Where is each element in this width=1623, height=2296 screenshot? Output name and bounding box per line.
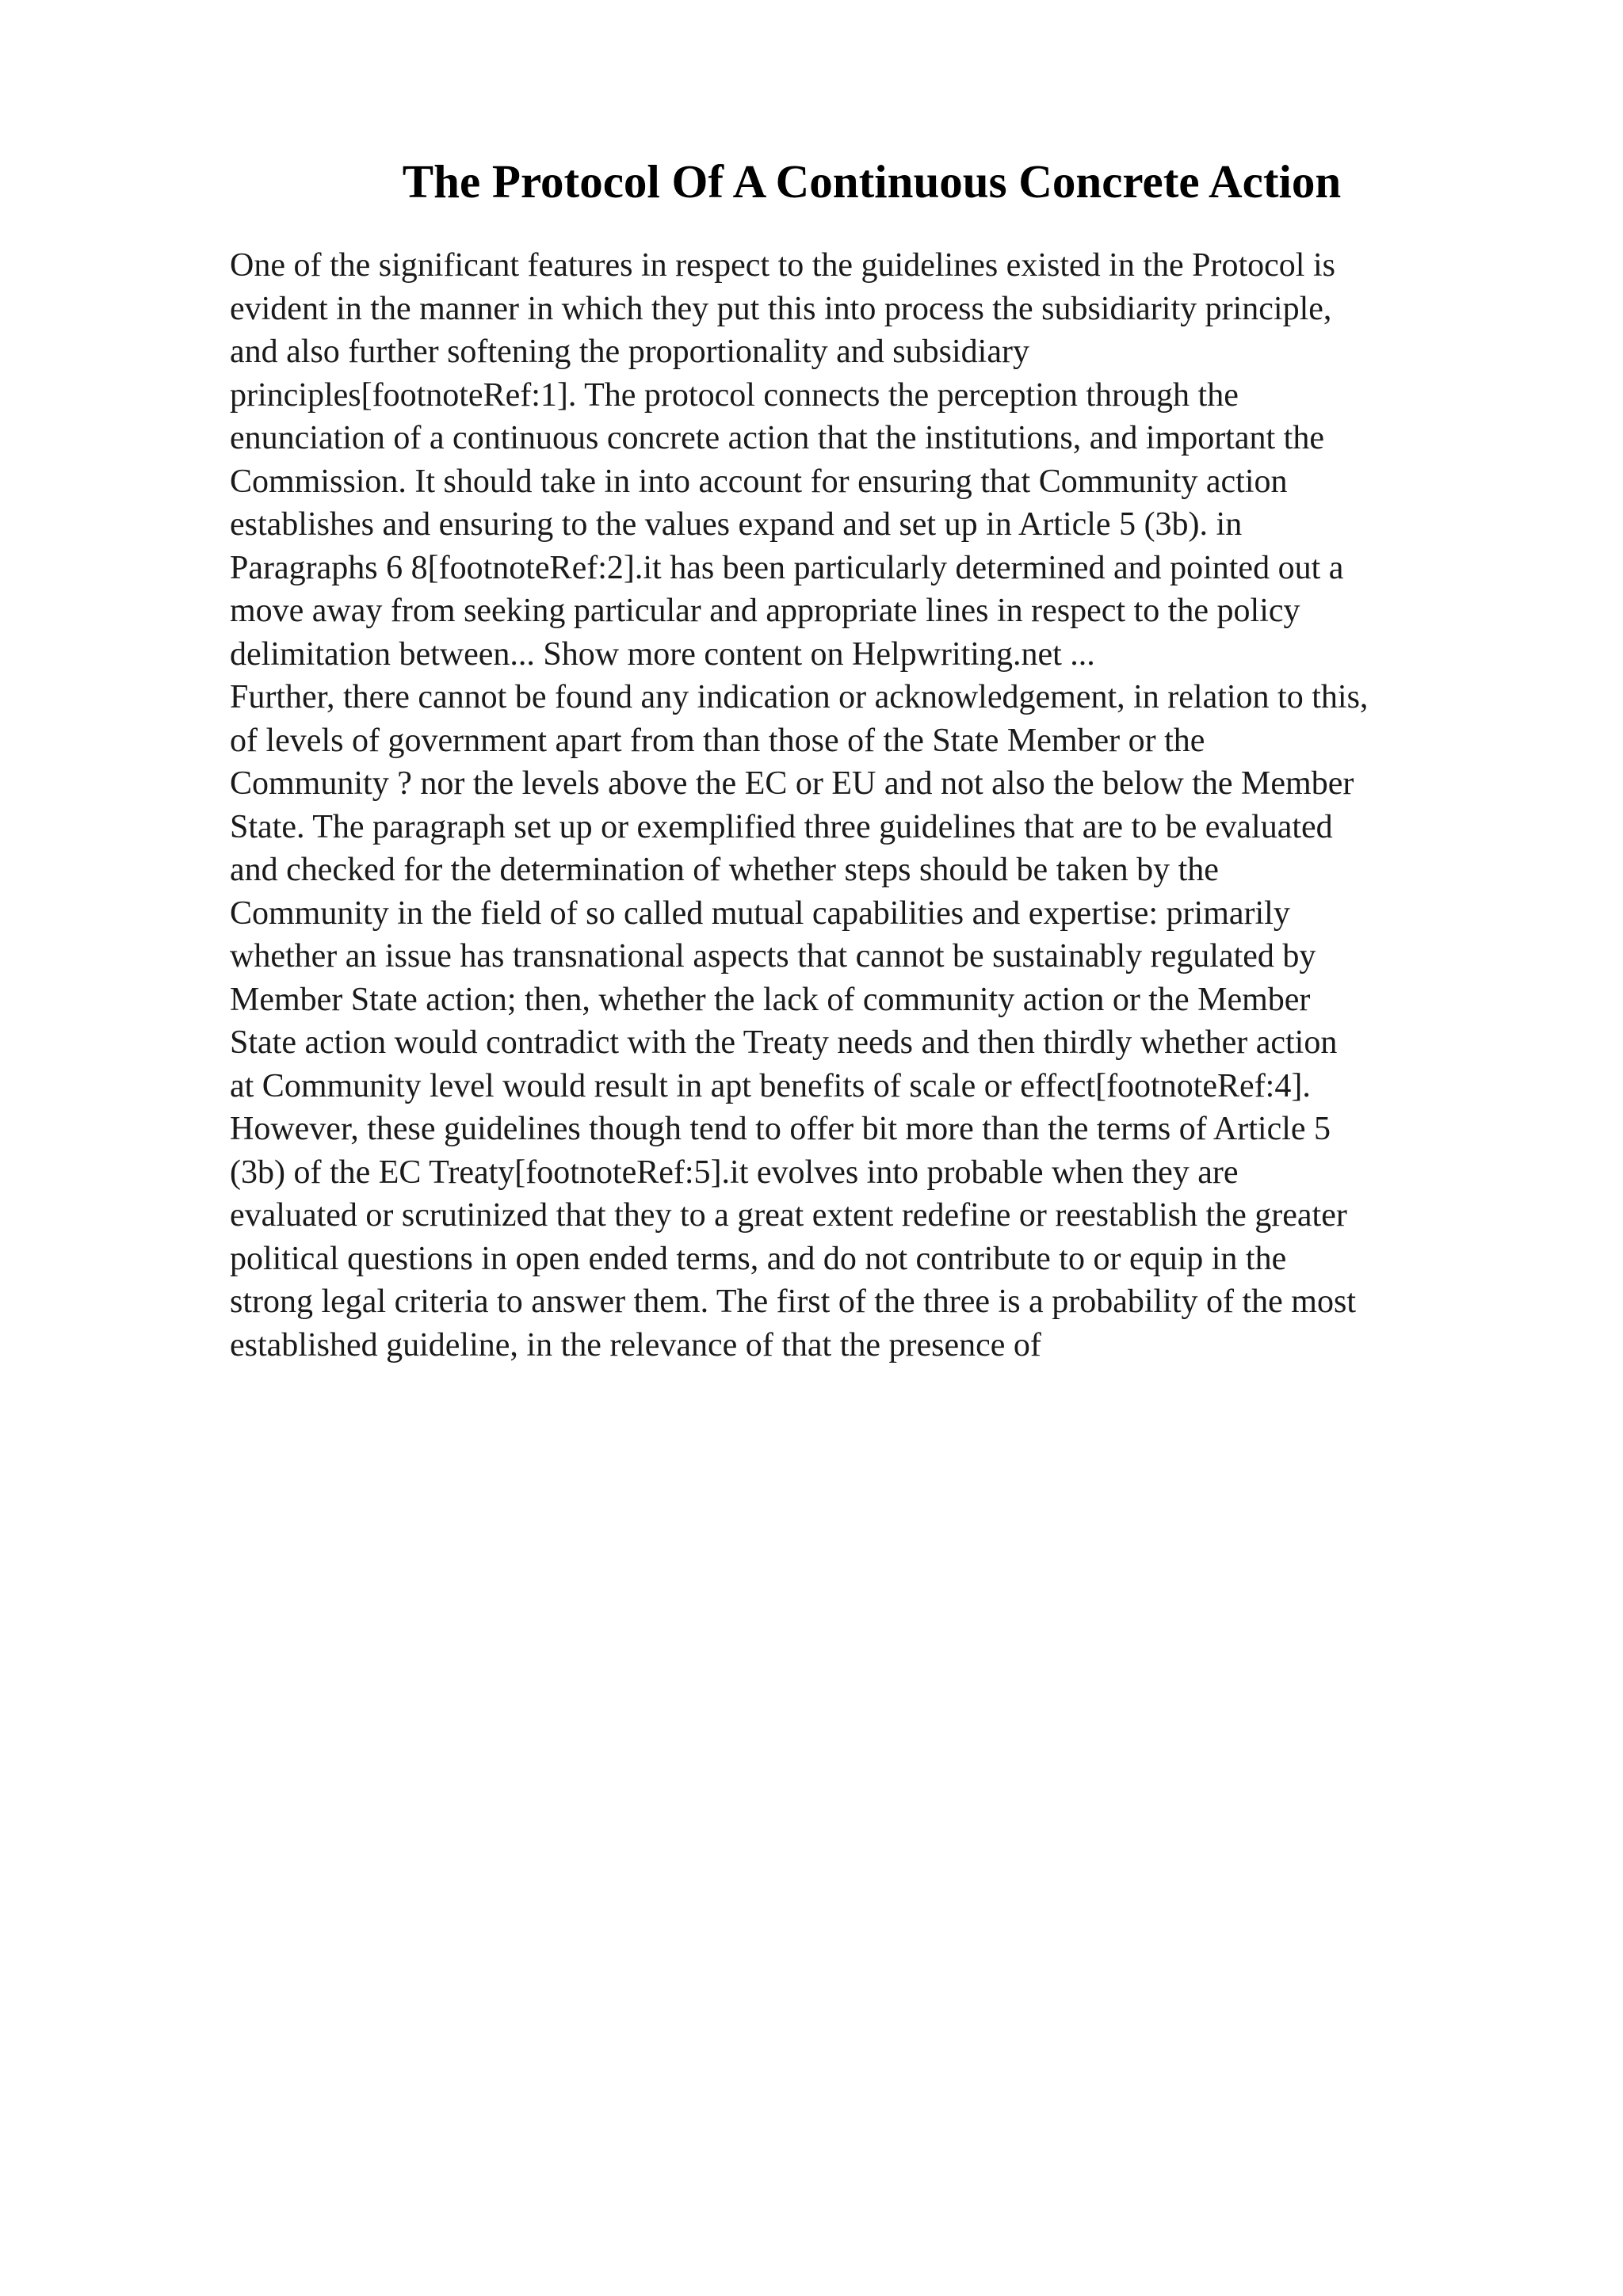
body-line: establishes and ensuring to the values expand and set up in Article 5 (3b). in — [230, 506, 1243, 543]
body-line: Community in the field of so called mutual capabilities and expertise: primarily — [230, 894, 1290, 932]
body-line: State. The paragraph set up or exemplified three guidelines that are to be evaluated — [230, 808, 1333, 845]
body-line: whether an issue has transnational aspects that cannot be sustainably regulated by — [230, 938, 1316, 974]
body-line: Further, there cannot be found any indication or acknowledgement, in relation to this, — [230, 679, 1369, 715]
body-line: evident in the manner in which they put this into process the subsidiarity principle, — [230, 290, 1332, 327]
body-line: established guideline, in the relevance of that the presence of — [230, 1326, 1041, 1363]
body-line: at Community level would result in apt benefits of scale or effect[footnoteRef:4]. — [230, 1067, 1311, 1104]
body-line: move away from seeking particular and appropriate lines in respect to the policy — [230, 593, 1300, 629]
body-line: Commission. It should take in into account for ensuring that Community action — [230, 463, 1288, 500]
body-line: principles[footnoteRef:1]. The protocol connects the perception through the — [230, 376, 1239, 414]
body-line: One of the significant features in respect to the guidelines existed in the Protocol is — [230, 247, 1335, 284]
document-title: The Protocol Of A Continuous Concrete Action — [402, 155, 1342, 208]
body-line: State action would contradict with the Treaty needs and then thirdly whether action — [230, 1024, 1338, 1061]
body-line: However, these guidelines though tend to offer bit more than the terms of Article 5 — [230, 1111, 1331, 1147]
body-line: of levels of government apart from than those of the State Member or the — [230, 722, 1205, 759]
document-body — [230, 244, 1514, 1367]
body-line: evaluated or scrutinized that they to a great extent redefine or reestablish the greater — [230, 1197, 1347, 1234]
body-line: political questions in open ended terms, and do not contribute to or equip in the — [230, 1240, 1287, 1277]
body-line: Member State action; then, whether the lack of community action or the Member — [230, 981, 1311, 1018]
body-line: enunciation of a continuous concrete action that the institutions, and important the — [230, 420, 1324, 456]
body-line: strong legal criteria to answer them. The first of the three is a probability of the most — [230, 1283, 1356, 1320]
body-line: delimitation between... Show more content on Helpwriting.net ... — [230, 635, 1095, 673]
body-line: and checked for the determination of whether steps should be taken by the — [230, 852, 1219, 888]
body-line: (3b) of the EC Treaty[footnoteRef:5].it evolves into probable when they are — [230, 1154, 1239, 1191]
body-line: and also further softening the proportionality and subsidiary — [230, 334, 1029, 370]
body-line: Paragraphs 6 8[footnoteRef:2].it has been particularly determined and pointed out a — [230, 549, 1344, 586]
body-line: Community ? nor the levels above the EC or EU and not also the below the Member — [230, 765, 1354, 802]
